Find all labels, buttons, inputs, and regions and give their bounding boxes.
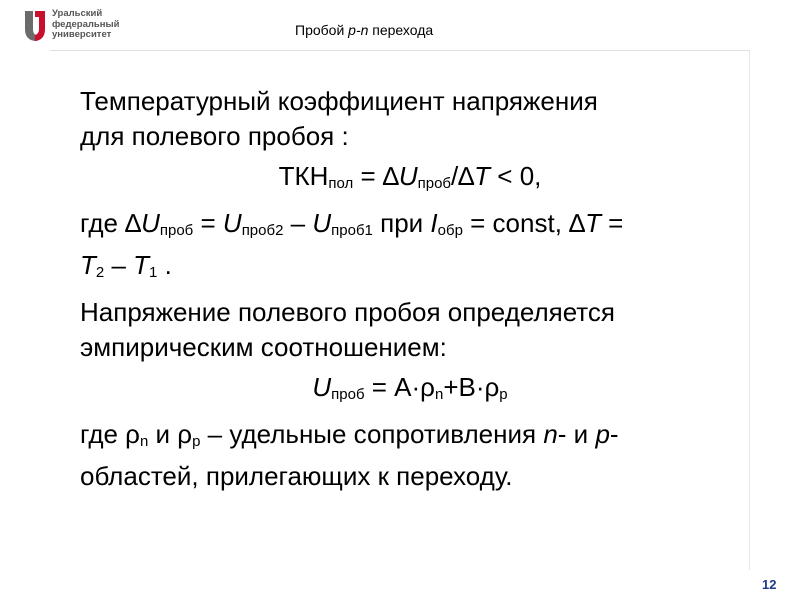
f2-n-sub: 1 <box>149 264 158 281</box>
paragraph-3 <box>80 417 740 494</box>
p1-line-2: для полевого пробоя : <box>80 121 349 151</box>
p3-b-sub: p <box>192 433 201 450</box>
f2-h-sub: обр <box>437 222 463 239</box>
f3-a: U <box>312 372 332 402</box>
p1-line-1: Температурный коэффициент напряжения <box>80 86 598 116</box>
f3-b: = A·ρ <box>364 372 435 402</box>
title-italic: p-n <box>348 22 369 38</box>
f2-j: T <box>585 208 601 238</box>
f2-g: при <box>372 208 431 238</box>
p3-b: и ρ <box>148 419 193 449</box>
formula-u-prob <box>80 370 740 412</box>
f3-c: +B·ρ <box>443 372 500 402</box>
f2-b-sub: проб <box>159 222 194 239</box>
f2-c: = <box>193 208 223 238</box>
p3-d: n <box>543 419 558 449</box>
f1-b: = ∆ <box>353 161 399 191</box>
slide-body <box>80 84 740 494</box>
f1-c-sub: проб <box>417 175 452 192</box>
logo-mark-icon <box>22 9 48 43</box>
f2-a: где ∆ <box>80 208 142 238</box>
f1-a: ТКН <box>278 161 329 191</box>
f2-e: – <box>283 208 313 238</box>
logo-line-1: Уральский <box>52 8 103 19</box>
logo-text <box>52 9 119 41</box>
f2-b: U <box>141 208 160 238</box>
f2-i: = const, ∆ <box>462 208 586 238</box>
f1-d: /∆ <box>451 161 475 191</box>
f2-l: T <box>80 250 96 280</box>
p3-line-2: областей, прилегающих к переходу. <box>80 461 513 491</box>
f2-n: T <box>133 250 150 280</box>
formula-delta-u <box>80 206 740 290</box>
f2-h: I <box>430 208 438 238</box>
f2-f-sub: проб1 <box>331 222 373 239</box>
f2-l-sub: 2 <box>95 264 105 281</box>
logo-line-2: федеральный <box>52 18 120 30</box>
logo-line-3: университет <box>52 29 112 40</box>
f1-c: U <box>398 161 418 191</box>
header-divider <box>50 50 750 51</box>
f3-a-sub: проб <box>331 386 365 403</box>
f3-c-sub: p <box>499 386 508 403</box>
title-post: перехода <box>368 22 434 38</box>
f2-d: U <box>222 208 242 238</box>
right-divider <box>749 50 750 570</box>
p3-e: - и <box>557 419 596 449</box>
p3-a-sub: n <box>139 433 149 450</box>
f1-f: < 0, <box>490 161 542 191</box>
paragraph-1 <box>80 84 740 154</box>
university-logo <box>22 9 142 43</box>
f1-e: T <box>474 161 491 191</box>
title-pre: Пробой <box>295 22 349 38</box>
page-number: 12 <box>762 577 777 592</box>
p3-a: где ρ <box>80 419 140 449</box>
f2-f: U <box>312 208 332 238</box>
paragraph-2 <box>80 295 740 365</box>
f2-o: . <box>157 250 172 280</box>
f2-k: = <box>600 208 624 238</box>
f1-a-sub: пол <box>328 175 354 192</box>
p3-f: p <box>595 419 610 449</box>
f2-m: – <box>104 250 134 280</box>
f2-d-sub: проб2 <box>241 222 284 239</box>
p2-line-2: эмпирическим соотношением: <box>80 332 447 362</box>
formula-tkn <box>80 159 740 201</box>
p2-line-1: Напряжение полевого пробоя определяется <box>80 297 616 327</box>
f3-b-sub: n <box>434 386 444 403</box>
p3-c: – удельные сопротивления <box>200 419 544 449</box>
slide-title <box>295 22 433 38</box>
p3-g: - <box>609 419 619 449</box>
